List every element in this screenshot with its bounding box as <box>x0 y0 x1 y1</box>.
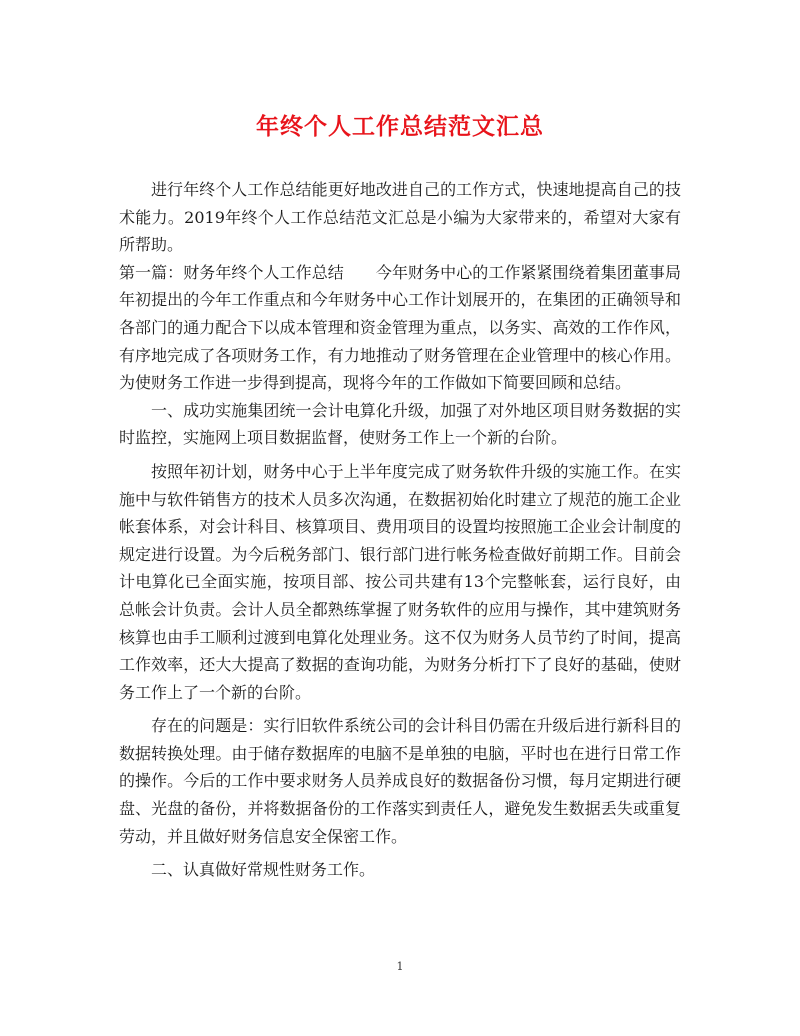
section1-title: 第一篇：财务年终个人工作总结 <box>119 262 344 282</box>
problems-paragraph: 存在的问题是：实行旧软件系统公司的会计科目仍需在升级后进行新科目的数据转换处理。由于储存数据库的电脑不是单独的电脑，平时也在进行日常工作的操作。今后的工作中要求财务人员养成良好的数据备份习惯，每月定期进行硬盘、光盘的备份，并将数据备份的工作落实到责任人，避免发生数据丢失或重复劳动，并且做好财务信息安全保密工作。 <box>119 716 681 846</box>
intro-paragraph: 进行年终个人工作总结能更好地改进自己的工作方式，快速地提高自己的技术能力。2019年终个人工作总结范文汇总是小编为大家带来的，希望对大家有所帮助。 <box>119 180 681 255</box>
section1-lead: 今年财务中心的工作紧紧围绕着集团董事局年初提出的今年工作重点和今年财务中心工作计划展开的，在集团的正确领导和各部门的通力配合下以成本管理和资金管理为重点，以务实、高效的工作作风，有序地完成了各项财务工作，有力地推动了财务管理在企业管理中的核心作用。为使财务工作进一步得到提高，现将今年的工作做如下简要回顾和总结。 <box>119 262 681 393</box>
point2-heading: 二、认真做好常规性财务工作。 <box>151 860 376 880</box>
section1-paragraph <box>119 259 681 397</box>
page-number: 1 <box>396 960 404 973</box>
document-title: 年终个人工作总结范文汇总 <box>256 113 544 140</box>
point1-detail-paragraph: 按照年初计划，财务中心于上半年度完成了财务软件升级的实施工作。在实施中与软件销售方的技术人员多次沟通，在数据初始化时建立了规范的施工企业帐套体系，对会计科目、核算项目、费用项目的设置均按照施工企业会计制度的规定进行设置。为今后税务部门、银行部门进行帐务检查做好前期工作。目前会计电算化已全面实施，按项目部、按公司共建有13个完整帐套，运行良好，由总帐会计负责。会计人员全都熟练掌握了财务软件的应用与操作，其中建筑财务核算也由手工顺利过渡到电算化处理业务。这不仅为财务人员节约了时间，提高工作效率，还大大提高了数据的查询功能，为财务分析打下了良好的基础，使财务工作上了一个新的台阶。 <box>119 461 681 702</box>
point1-paragraph: 一、成功实施集团统一会计电算化升级，加强了对外地区项目财务数据的实时监控，实施网上项目数据监督，使财务工作上一个新的台阶。 <box>119 400 681 448</box>
document-body <box>119 176 681 884</box>
